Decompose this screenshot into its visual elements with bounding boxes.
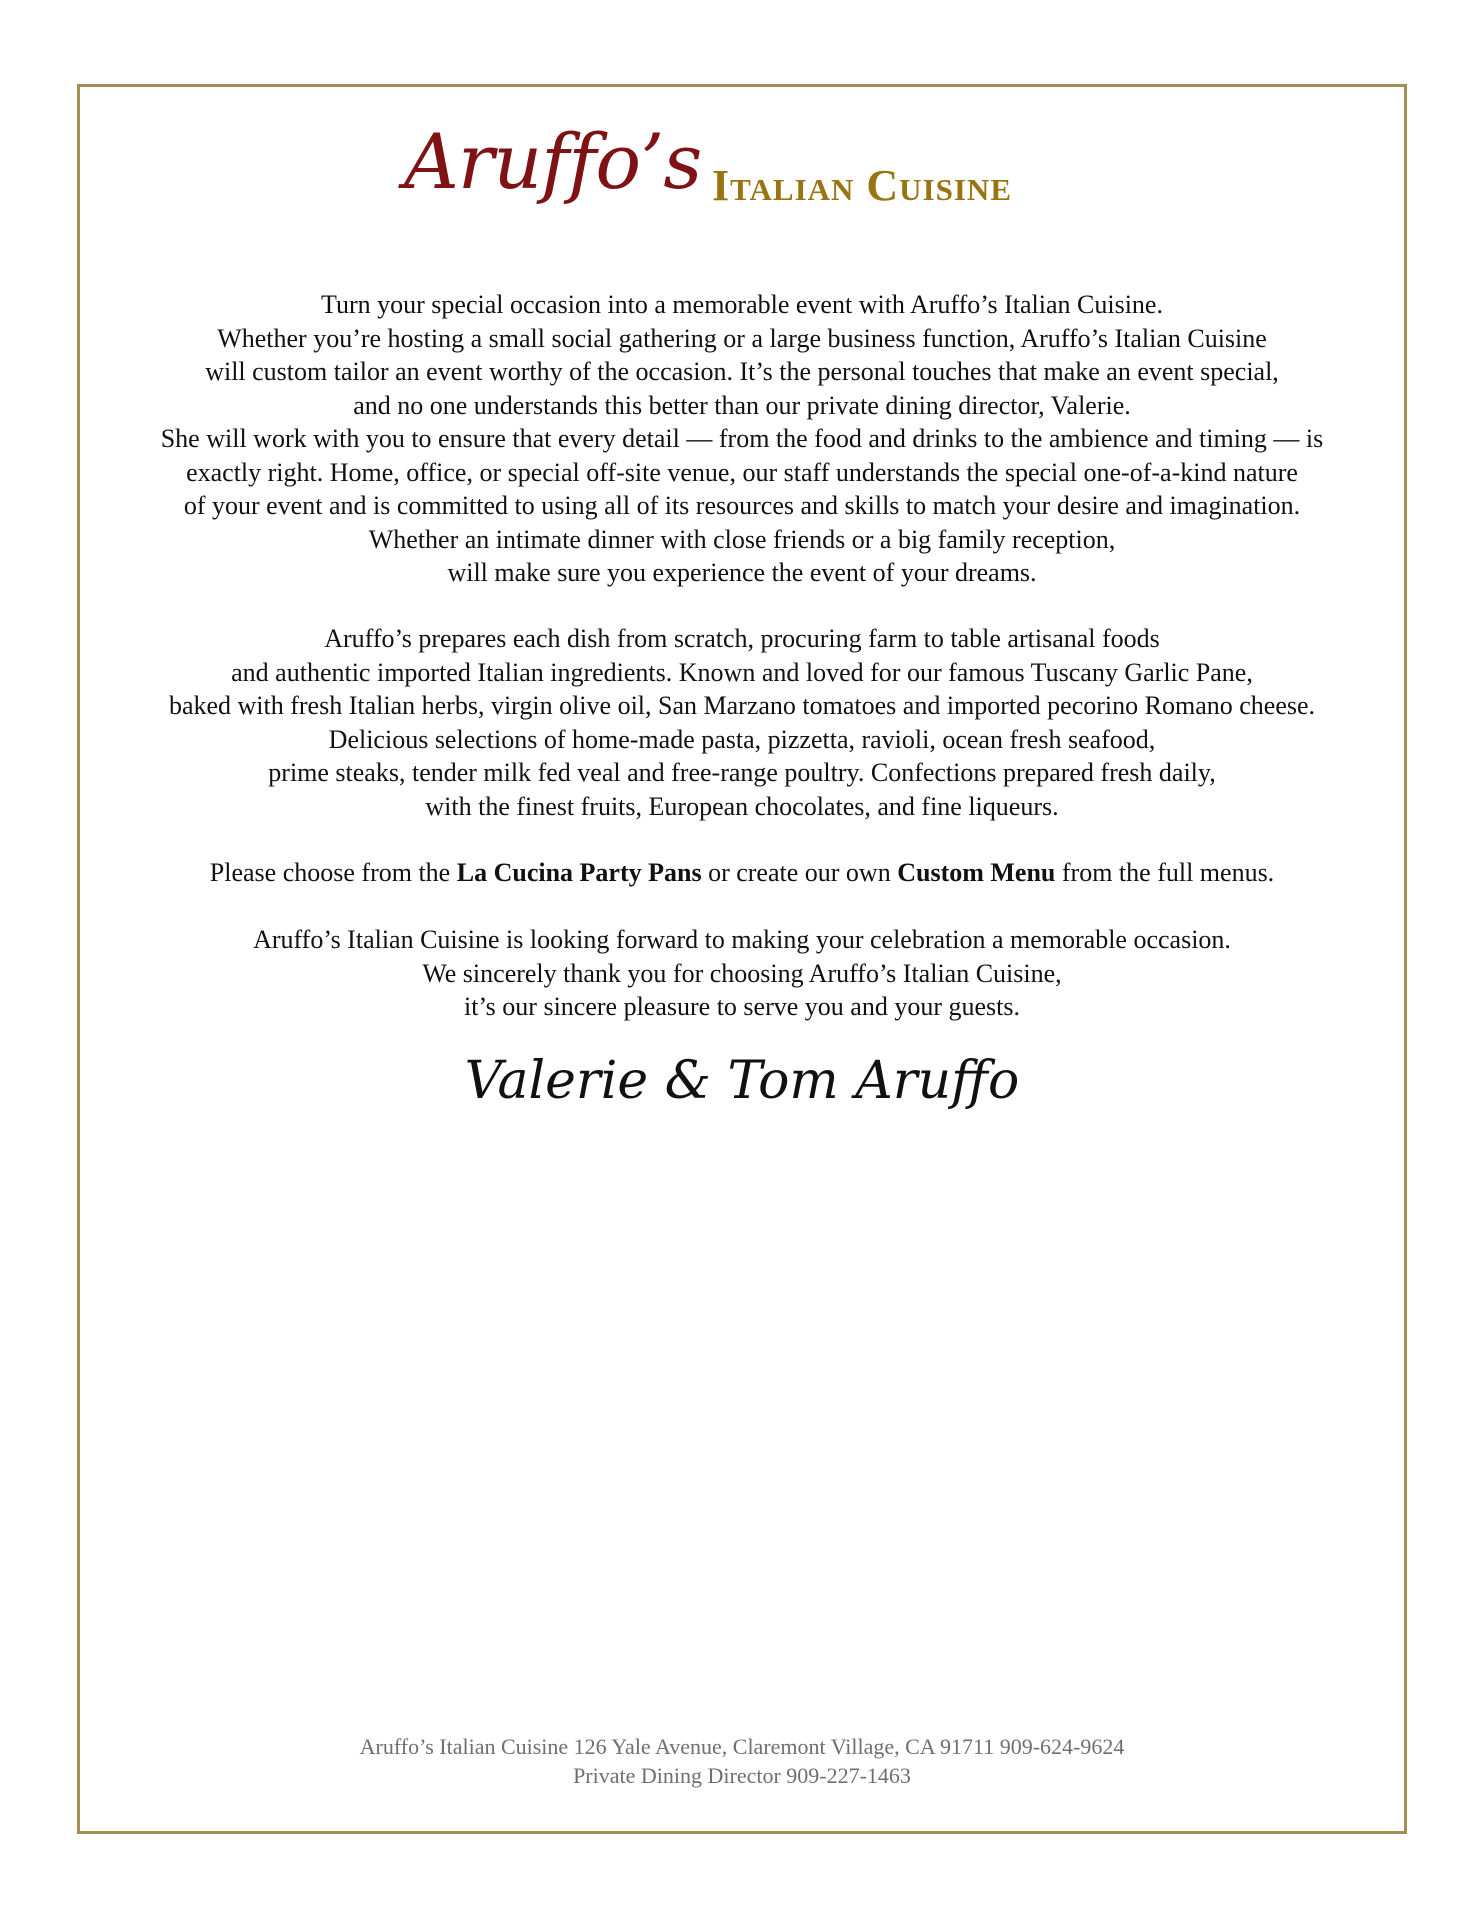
intro-line: will custom tailor an event worthy of the occasion. It’s the personal touches that make an event special,	[205, 357, 1279, 386]
intro-line: of your event and is committed to using all of its resources and skills to match your desire and imagination.	[183, 491, 1301, 520]
food-line: with the finest fruits, European chocolates, and fine liqueurs.	[425, 791, 1059, 821]
brand-logo-script: Aruffo’s	[404, 117, 702, 206]
menu-choice-line	[80, 856, 1404, 890]
footer-contact	[80, 1732, 1404, 1790]
closing-line: it’s our sincere pleasure to serve you and your guests.	[464, 992, 1020, 1021]
food-paragraph	[80, 622, 1404, 823]
menu-choice-middle: or create our own	[701, 858, 898, 887]
intro-line: Whether an intimate dinner with close friends or a big family reception,	[368, 524, 1116, 554]
party-pans-label: La Cucina Party Pans	[456, 858, 702, 887]
closing-paragraph	[80, 923, 1404, 1024]
food-line: and authentic imported Italian ingredients. Known and loved for our famous Tuscany Garlic Pane,	[231, 657, 1253, 687]
closing-line: Aruffo’s Italian Cuisine is looking forward to making your celebration a memorable occasion.	[253, 925, 1231, 954]
menu-choice-prefix: Please choose from the	[209, 858, 457, 887]
intro-line: She will work with you to ensure that every detail — from the food and drinks to the ambience and timing — is	[160, 424, 1324, 453]
intro-line: and no one understands this better than our private dining director, Valerie.	[353, 390, 1131, 420]
food-line: Delicious selections of home-made pasta, pizzetta, ravioli, ocean fresh seafood,	[328, 724, 1156, 754]
brand-header	[0, 117, 1484, 234]
intro-line: will make sure you experience the event of your dreams.	[447, 558, 1037, 587]
custom-menu-label: Custom Menu	[897, 858, 1056, 887]
intro-line: Turn your special occasion into a memorable event with Aruffo’s Italian Cuisine.	[321, 290, 1163, 319]
food-line: baked with fresh Italian herbs, virgin olive oil, San Marzano tomatoes and imported pecorino Romano cheese.	[168, 691, 1316, 720]
intro-line: exactly right. Home, office, or special off-site venue, our staff understands the special one-of-a-kind nature	[186, 457, 1298, 487]
owner-signature: Valerie & Tom Aruffo	[464, 1051, 1020, 1111]
closing-line: We sincerely thank you for choosing Aruffo’s Italian Cuisine,	[422, 958, 1062, 988]
food-line: Aruffo’s prepares each dish from scratch, procuring farm to table artisanal foods	[324, 624, 1160, 653]
menu-choice-paragraph	[80, 856, 1404, 890]
footer-address: Aruffo’s Italian Cuisine 126 Yale Avenue, Claremont Village, CA 91711 909-624-9624	[359, 1734, 1125, 1759]
intro-paragraph	[80, 288, 1404, 590]
footer-director-phone: Private Dining Director 909-227-1463	[573, 1763, 911, 1788]
intro-line: Whether you’re hosting a small social gathering or a large business function, Aruffo’s Italian Cuisine	[217, 323, 1267, 353]
food-line: prime steaks, tender milk fed veal and free-range poultry. Confections prepared fresh daily,	[268, 758, 1216, 787]
menu-choice-suffix: from the full menus.	[1055, 858, 1275, 887]
brand-subtitle: Italian Cuisine	[712, 161, 1012, 210]
